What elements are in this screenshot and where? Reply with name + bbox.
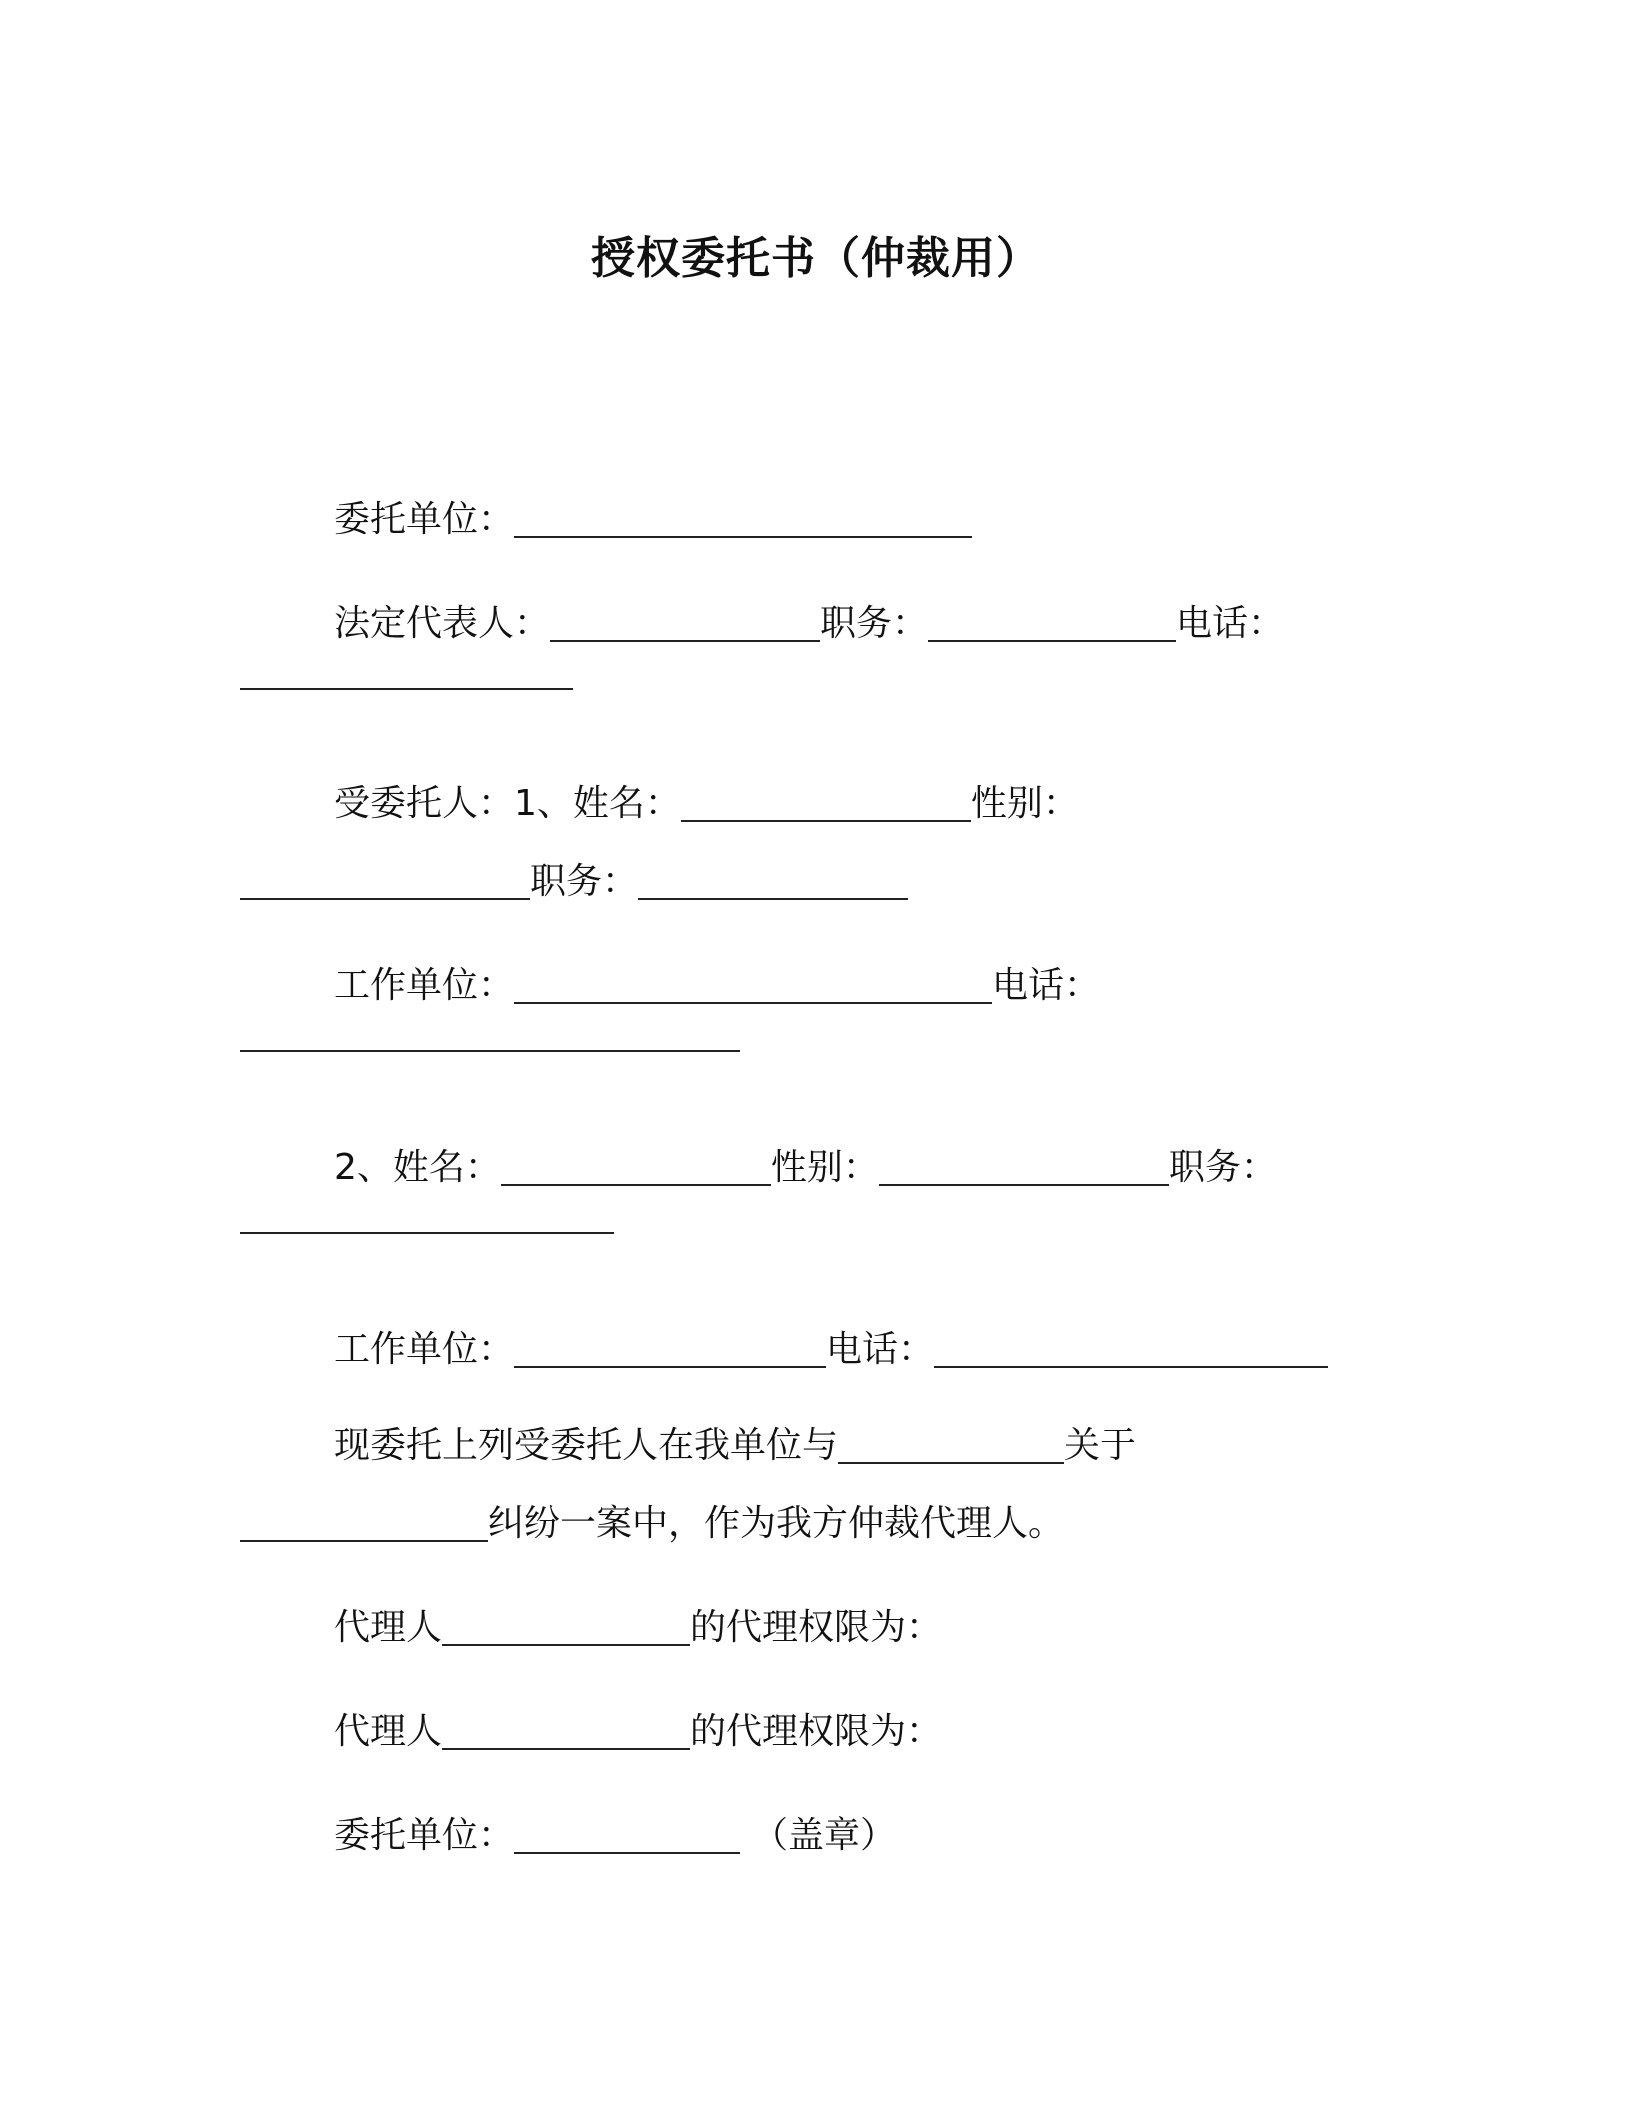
agent2-gender-blank[interactable] bbox=[879, 1184, 1169, 1186]
agent2-work-unit-blank[interactable] bbox=[514, 1366, 826, 1368]
agent2-name-blank[interactable] bbox=[501, 1184, 771, 1186]
opposing-party-blank[interactable] bbox=[838, 1462, 1064, 1464]
dispute-row bbox=[240, 1502, 1064, 1546]
seal-unit-blank[interactable] bbox=[514, 1852, 740, 1854]
agent2-position-label: 职务： bbox=[1168, 1147, 1277, 1188]
agent1-position-label: 职务： bbox=[530, 861, 639, 902]
authority-row-2 bbox=[334, 1710, 942, 1754]
dispute-text: 纠纷一案中，作为我方仲裁代理人。 bbox=[488, 1503, 1065, 1544]
authority-text-2: 的代理权限为： bbox=[690, 1711, 943, 1752]
legal-rep-phone-blank[interactable] bbox=[240, 688, 573, 690]
agent1-phone-blank[interactable] bbox=[240, 1050, 740, 1052]
agent1-phone-label: 电话： bbox=[992, 965, 1101, 1006]
agent2-name-label: 2、姓名： bbox=[334, 1147, 501, 1188]
principal-unit-label: 委托单位： bbox=[334, 499, 515, 540]
agent1-name-label: 1、姓名： bbox=[514, 783, 681, 824]
entrust-row bbox=[334, 1424, 1136, 1468]
agent2-work-unit-label: 工作单位： bbox=[334, 1329, 515, 1370]
authority-agent-blank-2[interactable] bbox=[442, 1748, 690, 1750]
seal-text: （盖章） bbox=[752, 1815, 897, 1856]
legal-rep-blank[interactable] bbox=[550, 640, 820, 642]
agent-label: 受委托人： bbox=[334, 783, 515, 824]
dispute-subject-blank[interactable] bbox=[240, 1540, 488, 1542]
authority-row-1 bbox=[334, 1606, 942, 1650]
agent1-row bbox=[334, 782, 1079, 826]
agent1-gender-label: 性别： bbox=[970, 783, 1079, 824]
legal-rep-position-blank[interactable] bbox=[928, 640, 1176, 642]
agent1-position-blank[interactable] bbox=[638, 898, 908, 900]
agent2-position-row bbox=[240, 1232, 614, 1238]
legal-rep-label: 法定代表人： bbox=[334, 603, 551, 644]
agent1-work-row bbox=[334, 964, 1100, 1008]
legal-rep-phone-row bbox=[240, 688, 573, 694]
agent1-name-blank[interactable] bbox=[681, 820, 971, 822]
legal-rep-position-label: 职务： bbox=[820, 603, 929, 644]
agent1-gender-blank[interactable] bbox=[240, 898, 530, 900]
principal-unit-blank[interactable] bbox=[514, 536, 972, 538]
agent1-work-unit-label: 工作单位： bbox=[334, 965, 515, 1006]
document-title: 授权委托书（仲裁用） bbox=[591, 233, 1041, 284]
about-text: 关于 bbox=[1064, 1425, 1137, 1466]
agent1-phone-row bbox=[240, 1050, 740, 1056]
agent1-position-row bbox=[240, 860, 908, 904]
authority-agent-label-2: 代理人 bbox=[334, 1711, 443, 1752]
authority-agent-label-1: 代理人 bbox=[334, 1607, 443, 1648]
seal-row bbox=[334, 1814, 896, 1858]
seal-unit-label: 委托单位： bbox=[334, 1815, 515, 1856]
authority-text-1: 的代理权限为： bbox=[690, 1607, 943, 1648]
agent2-position-blank[interactable] bbox=[240, 1232, 614, 1234]
agent1-work-unit-blank[interactable] bbox=[514, 1002, 992, 1004]
authority-agent-blank-1[interactable] bbox=[442, 1644, 690, 1646]
principal-unit-row bbox=[334, 498, 972, 542]
legal-rep-row bbox=[334, 602, 1284, 646]
agent2-phone-blank[interactable] bbox=[934, 1366, 1328, 1368]
agent2-phone-label: 电话： bbox=[826, 1329, 935, 1370]
entrust-intro-text: 现委托上列受委托人在我单位与 bbox=[334, 1425, 839, 1466]
agent2-work-row bbox=[334, 1328, 1328, 1372]
agent2-gender-label: 性别： bbox=[770, 1147, 879, 1188]
agent2-row bbox=[334, 1146, 1277, 1190]
legal-rep-phone-label: 电话： bbox=[1176, 603, 1285, 644]
